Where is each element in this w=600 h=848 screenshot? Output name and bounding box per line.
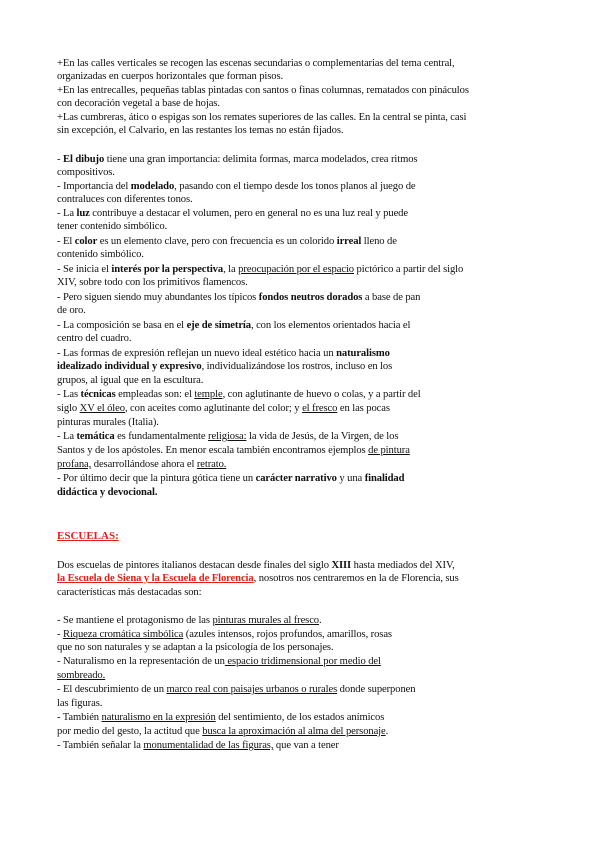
feature-line: centro del cuadro. <box>57 333 132 344</box>
school-line <box>57 614 322 627</box>
paragraph-line: organizadas en cuerpos horizontales que forman pisos. <box>57 71 284 82</box>
bold-term: El dibujo <box>62 154 105 165</box>
text-run: contribuye a destacar el volumen, pero en general no es una luz real y puede <box>89 208 408 219</box>
feature-line <box>57 207 408 220</box>
underlined-term: pinturas murales al fresco <box>212 615 320 626</box>
school-line: las figuras. <box>57 698 103 709</box>
underlined-term: Riqueza cromática simbólica <box>62 629 184 640</box>
bold-term: interés por la perspectiva <box>111 264 224 275</box>
text-run: - La composición se basa en el <box>57 320 187 331</box>
text-run: - Las formas de expresión reflejan un nuevo ideal estético hacia un <box>57 348 337 359</box>
school-line <box>57 628 392 641</box>
underlined-term: naturalismo en la expresión <box>101 712 216 723</box>
text-run: Santos y de los apóstoles. En menor escala también encontramos ejemplos <box>57 445 369 456</box>
text-run: - Se inicia el <box>57 264 112 275</box>
feature-line: de oro. <box>57 305 86 316</box>
text-run: la vida de Jesús, de la Virgen, de los <box>246 431 399 442</box>
text-run: a base de pan <box>362 292 421 303</box>
text-run: donde superponen <box>337 684 416 695</box>
text-run: del sentimiento, de los estados anímicos <box>215 712 385 723</box>
text-run: - La <box>57 208 77 219</box>
text-run: - Se mantiene el protagonismo de las <box>57 615 213 626</box>
text-run: . <box>385 726 389 737</box>
feature-line <box>57 263 463 276</box>
text-run: - Naturalismo en la representación de un <box>57 656 225 667</box>
paragraph-line: +En las entrecalles, pequeñas tablas pintadas con santos o finas columnas, rematados con pináculos <box>57 85 469 96</box>
text-run: - La <box>57 431 77 442</box>
underlined-term: religiosa: <box>208 431 247 442</box>
feature-line: grupos, al igual que en la escultura. <box>57 375 204 386</box>
bold-term: idealizado individual y expresivo <box>57 361 202 372</box>
text-run: pictórico a partir del siglo <box>354 264 464 275</box>
text-run: , individualizándose los rostros, incluso en los <box>201 361 393 372</box>
feature-line <box>57 360 392 373</box>
text-run: , con aglutinante de huevo o colas, y a partir del <box>222 389 421 400</box>
school-line <box>57 725 388 738</box>
text-run: , con los elementos orientados hacia el <box>250 320 411 331</box>
school-line: características más destacadas son: <box>57 587 202 598</box>
text-run: , con aceites como aglutinante del color; y <box>124 403 303 414</box>
feature-line <box>57 472 404 485</box>
text-run: - Pero siguen siendo muy abundantes los típicos <box>57 292 259 303</box>
feature-line: pinturas murales (Italia). <box>57 417 159 428</box>
text-run: - <box>57 629 63 640</box>
feature-line: contraluces con diferentes tonos. <box>57 194 193 205</box>
school-line <box>57 683 415 696</box>
school-line <box>57 559 455 572</box>
highlighted-schools: la Escuela de Siena y la Escuela de Florencia <box>57 573 254 584</box>
text-run: empleadas son: el <box>115 389 195 400</box>
bold-term: XIII <box>331 560 352 571</box>
school-line <box>57 655 381 668</box>
feature-line: didáctica y devocional. <box>57 487 158 498</box>
text-run: tiene una gran importancia: delimita formas, marca modelados, crea ritmos <box>104 154 418 165</box>
feature-line: contenido simbólico. <box>57 249 144 260</box>
bold-term: técnicas <box>80 389 116 400</box>
bold-term: color <box>74 236 98 247</box>
text-run: y una <box>336 473 365 484</box>
underlined-term: monumentalidad de las figuras, <box>143 740 274 751</box>
feature-line: tener contenido simbólico. <box>57 221 168 232</box>
text-run: - El <box>57 236 75 247</box>
text-run: - El descubrimiento de un <box>57 684 167 695</box>
school-line: que no son naturales y se adaptan a la psicología de los personajes. <box>57 642 334 653</box>
paragraph-line: +En las calles verticales se recogen las escenas secundarias o complementarias del tema central, <box>57 58 455 69</box>
bold-term: finalidad <box>364 473 405 484</box>
text-run: - También <box>57 712 102 723</box>
text-run: - Importancia del <box>57 181 131 192</box>
text-run: (azules intensos, rojos profundos, amarillos, rosas <box>183 629 392 640</box>
underlined-term: de pintura <box>368 445 410 456</box>
underlined-term: marco real con paisajes urbanos o rurales <box>166 684 338 695</box>
underlined-term: XV el óleo <box>79 403 125 414</box>
text-run: , nosotros nos centraremos en la de Florencia, sus <box>253 573 459 584</box>
text-run: es un elemento clave, pero con frecuencia es un colorido <box>97 236 337 247</box>
paragraph-line: +Las cumbreras, ático o espigas son los remates superiores de las calles. En la central se pinta, casi <box>57 112 467 123</box>
text-run: que van a tener <box>273 740 339 751</box>
text-run: desarrollándose ahora el <box>91 459 197 470</box>
text-run: - Por último decir que la pintura gótica tiene un <box>57 473 256 484</box>
text-run: por medio del gesto, la actitud que <box>57 726 203 737</box>
text-run: - Las <box>57 389 81 400</box>
bold-term: fondos neutros dorados <box>258 292 363 303</box>
text-run: lleno de <box>361 236 397 247</box>
underlined-term: espacio tridimensional por medio del <box>224 656 381 667</box>
feature-line <box>57 153 417 166</box>
bold-term: eje de simetría <box>186 320 251 331</box>
text-run: . <box>319 615 322 626</box>
bold-term: temática <box>76 431 115 442</box>
feature-line <box>57 180 416 193</box>
feature-line <box>57 458 226 471</box>
text-run: Dos escuelas de pintores italianos destacan desde finales del siglo <box>57 560 332 571</box>
underlined-term: preocupación por el espacio <box>238 264 354 275</box>
feature-line: XIV, sobre todo con los primitivos flamencos. <box>57 277 248 288</box>
feature-line <box>57 347 390 360</box>
bold-term: naturalismo <box>336 348 390 359</box>
school-line: sombreado. <box>57 670 106 681</box>
feature-line <box>57 444 410 457</box>
paragraph-line: con decoración vegetal a base de hojas. <box>57 98 220 109</box>
bold-term: carácter narrativo <box>255 473 337 484</box>
feature-line <box>57 235 397 248</box>
underlined-term: temple <box>194 389 223 400</box>
text-run: , la <box>223 264 239 275</box>
text-run: siglo <box>57 403 80 414</box>
underlined-term: el fresco <box>302 403 338 414</box>
text-run: hasta mediados del XIV, <box>351 560 455 571</box>
text-run: , pasando con el tiempo desde los tonos planos al juego de <box>174 181 416 192</box>
feature-line: compositivos. <box>57 167 115 178</box>
paragraph-line: sin excepción, el Calvario, en las restantes los temas no están fijados. <box>57 125 344 136</box>
feature-line <box>57 402 390 415</box>
feature-line <box>57 430 398 443</box>
bold-term: luz <box>76 208 90 219</box>
feature-line <box>57 388 421 401</box>
text-run: - También señalar la <box>57 740 144 751</box>
school-line <box>57 739 339 752</box>
feature-line <box>57 291 420 304</box>
underlined-term: profana, <box>57 459 92 470</box>
text-run: es fundamentalmente <box>114 431 209 442</box>
text-run: en las pocas <box>337 403 390 414</box>
bold-term: irreal <box>336 236 362 247</box>
school-line <box>57 572 459 585</box>
school-line <box>57 711 384 724</box>
underlined-term: busca la aproximación al alma del personaje <box>202 726 386 737</box>
underlined-term: retrato. <box>196 459 227 470</box>
bold-term: modelado <box>130 181 175 192</box>
section-heading: ESCUELAS: <box>57 530 119 542</box>
feature-line <box>57 319 410 332</box>
text-run: - <box>57 154 63 165</box>
